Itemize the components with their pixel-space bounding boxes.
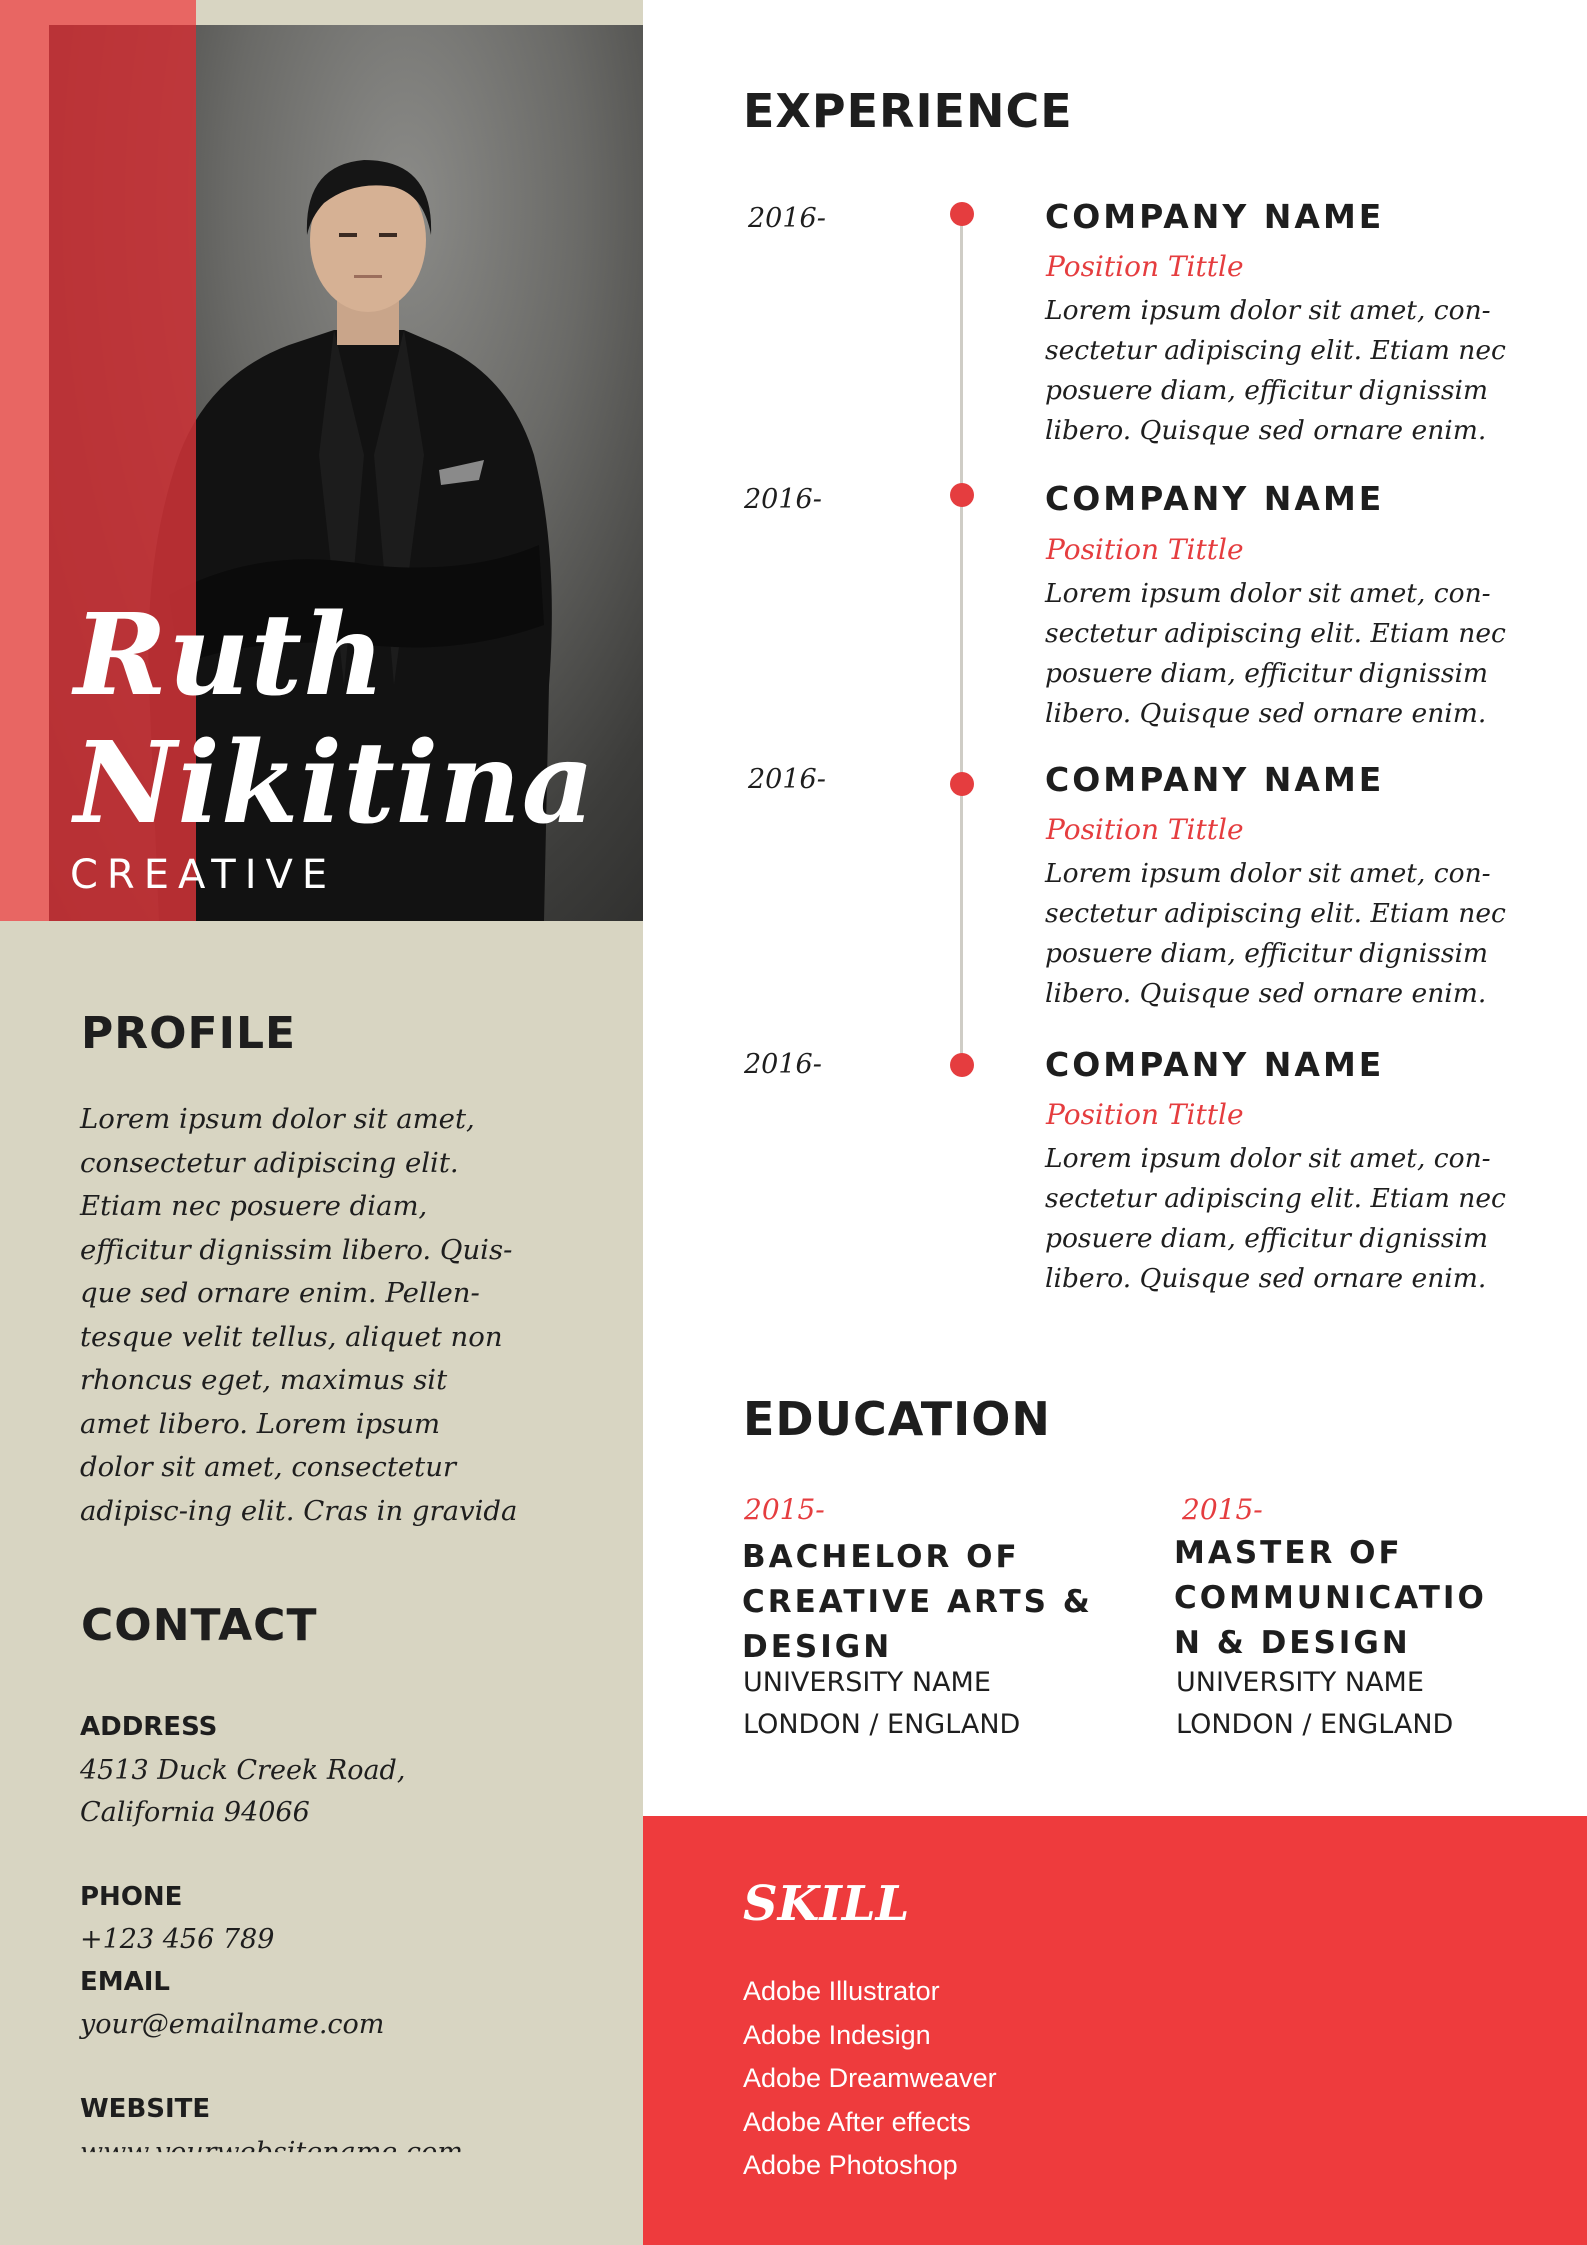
education-heading: EDUCATION [743, 1392, 1051, 1446]
skill-heading: SKILL [743, 1876, 910, 1932]
email-label: EMAIL [80, 1967, 170, 1997]
phone-label: PHONE [80, 1882, 183, 1912]
timeline-line [960, 213, 963, 1063]
description-line: libero. Quisque sed ornare enim. [1045, 978, 1487, 1009]
profile-heading: PROFILE [81, 1008, 297, 1059]
profile-line: Etiam nec posuere diam, [80, 1190, 428, 1222]
skill-item: Adobe Indesign [743, 2020, 931, 2050]
profile-line: consectetur adipiscing elit. [80, 1146, 459, 1179]
university-name: UNIVERSITY NAME [1176, 1667, 1424, 1698]
job-role: CREATIVE [70, 852, 337, 898]
timeline-dot [950, 483, 974, 507]
profile-line: que sed ornare enim. Pellen- [80, 1277, 480, 1309]
timeline-dot [950, 202, 974, 226]
description-line: libero. Quisque sed ornare enim. [1045, 698, 1487, 729]
description-line: libero. Quisque sed ornare enim. [1045, 1263, 1487, 1294]
description-line: posuere diam, efficitur dignissim [1045, 375, 1489, 406]
experience-year: 2016- [744, 1049, 822, 1080]
education-year: 2015- [744, 1493, 825, 1526]
profile-line: dolor sit amet, consectetur [80, 1451, 457, 1483]
profile-line: efficitur dignissim libero. Quis- [80, 1233, 513, 1266]
profile-line: tesque velit tellus, aliquet non [80, 1320, 503, 1353]
skill-item: Adobe After effects [743, 2107, 971, 2137]
website-label: WEBSITE [80, 2094, 211, 2124]
description-line: posuere diam, efficitur dignissim [1045, 658, 1489, 689]
email-value: your@emailname.com [80, 2009, 385, 2040]
address-line-1: 4513 Duck Creek Road, [80, 1755, 406, 1786]
description-line: posuere diam, efficitur dignissim [1045, 938, 1489, 969]
description-line: sectetur adipiscing elit. Etiam nec [1045, 335, 1506, 366]
position-title: Position Tittle [1046, 813, 1244, 846]
description-line: sectetur adipiscing elit. Etiam nec [1045, 898, 1506, 929]
phone-value: +123 456 789 [80, 1924, 275, 1955]
profile-line: adipisc-ing elit. Cras in gravida [80, 1494, 518, 1527]
timeline-dot [950, 1053, 974, 1077]
skill-item: Adobe Dreamweaver [743, 2063, 997, 2093]
profile-line: Lorem ipsum dolor sit amet, [80, 1103, 475, 1135]
experience-year: 2016- [744, 484, 822, 515]
first-name: Ruth [74, 590, 386, 721]
experience-description [1045, 574, 1515, 734]
company-name: COMPANY NAME [1045, 197, 1385, 236]
experience-description [1045, 854, 1515, 1014]
skill-panel [643, 1816, 1587, 2245]
degree-line: DESIGN [742, 1629, 893, 1665]
description-line: posuere diam, efficitur dignissim [1045, 1223, 1489, 1254]
profile-line: amet libero. Lorem ipsum [80, 1407, 441, 1440]
experience-description [1045, 291, 1515, 451]
degree-line: CREATIVE ARTS & [742, 1584, 1093, 1620]
degree-title [1174, 1531, 1554, 1666]
address-label: ADDRESS [80, 1712, 218, 1742]
profile-text [80, 1098, 520, 1533]
profile-line: rhoncus eget, maximus sit [80, 1364, 448, 1396]
description-line: Lorem ipsum dolor sit amet, con- [1045, 1143, 1491, 1174]
degree-line: N & DESIGN [1174, 1625, 1411, 1661]
address-line-2: California 94066 [80, 1797, 310, 1828]
education-year: 2015- [1182, 1493, 1263, 1526]
description-line: Lorem ipsum dolor sit amet, con- [1045, 858, 1491, 889]
company-name: COMPANY NAME [1045, 1045, 1385, 1084]
timeline-dot [950, 772, 974, 796]
degree-title [742, 1535, 1122, 1670]
description-line: Lorem ipsum dolor sit amet, con- [1045, 578, 1491, 609]
university-location: LONDON / ENGLAND [743, 1709, 1021, 1740]
university-location: LONDON / ENGLAND [1176, 1709, 1454, 1740]
last-name: Nikitina [74, 718, 596, 849]
company-name: COMPANY NAME [1045, 479, 1385, 518]
position-title: Position Tittle [1046, 250, 1244, 283]
experience-year: 2016- [748, 764, 826, 795]
skill-item: Adobe Illustrator [743, 1976, 940, 2006]
description-line: libero. Quisque sed ornare enim. [1045, 415, 1487, 446]
contact-heading: CONTACT [81, 1600, 318, 1651]
degree-line: MASTER OF [1174, 1535, 1403, 1571]
description-line: sectetur adipiscing elit. Etiam nec [1045, 1183, 1506, 1214]
skill-item: Adobe Photoshop [743, 2150, 958, 2180]
degree-line: BACHELOR OF [742, 1539, 1020, 1575]
experience-heading: EXPERIENCE [743, 84, 1073, 138]
degree-line: COMMUNICATIO [1174, 1580, 1487, 1616]
position-title: Position Tittle [1046, 1098, 1244, 1131]
position-title: Position Tittle [1046, 533, 1244, 566]
experience-description [1045, 1139, 1515, 1299]
university-name: UNIVERSITY NAME [743, 1667, 991, 1698]
description-line: Lorem ipsum dolor sit amet, con- [1045, 295, 1491, 326]
experience-year: 2016- [748, 203, 826, 234]
description-line: sectetur adipiscing elit. Etiam nec [1045, 618, 1506, 649]
company-name: COMPANY NAME [1045, 760, 1385, 799]
